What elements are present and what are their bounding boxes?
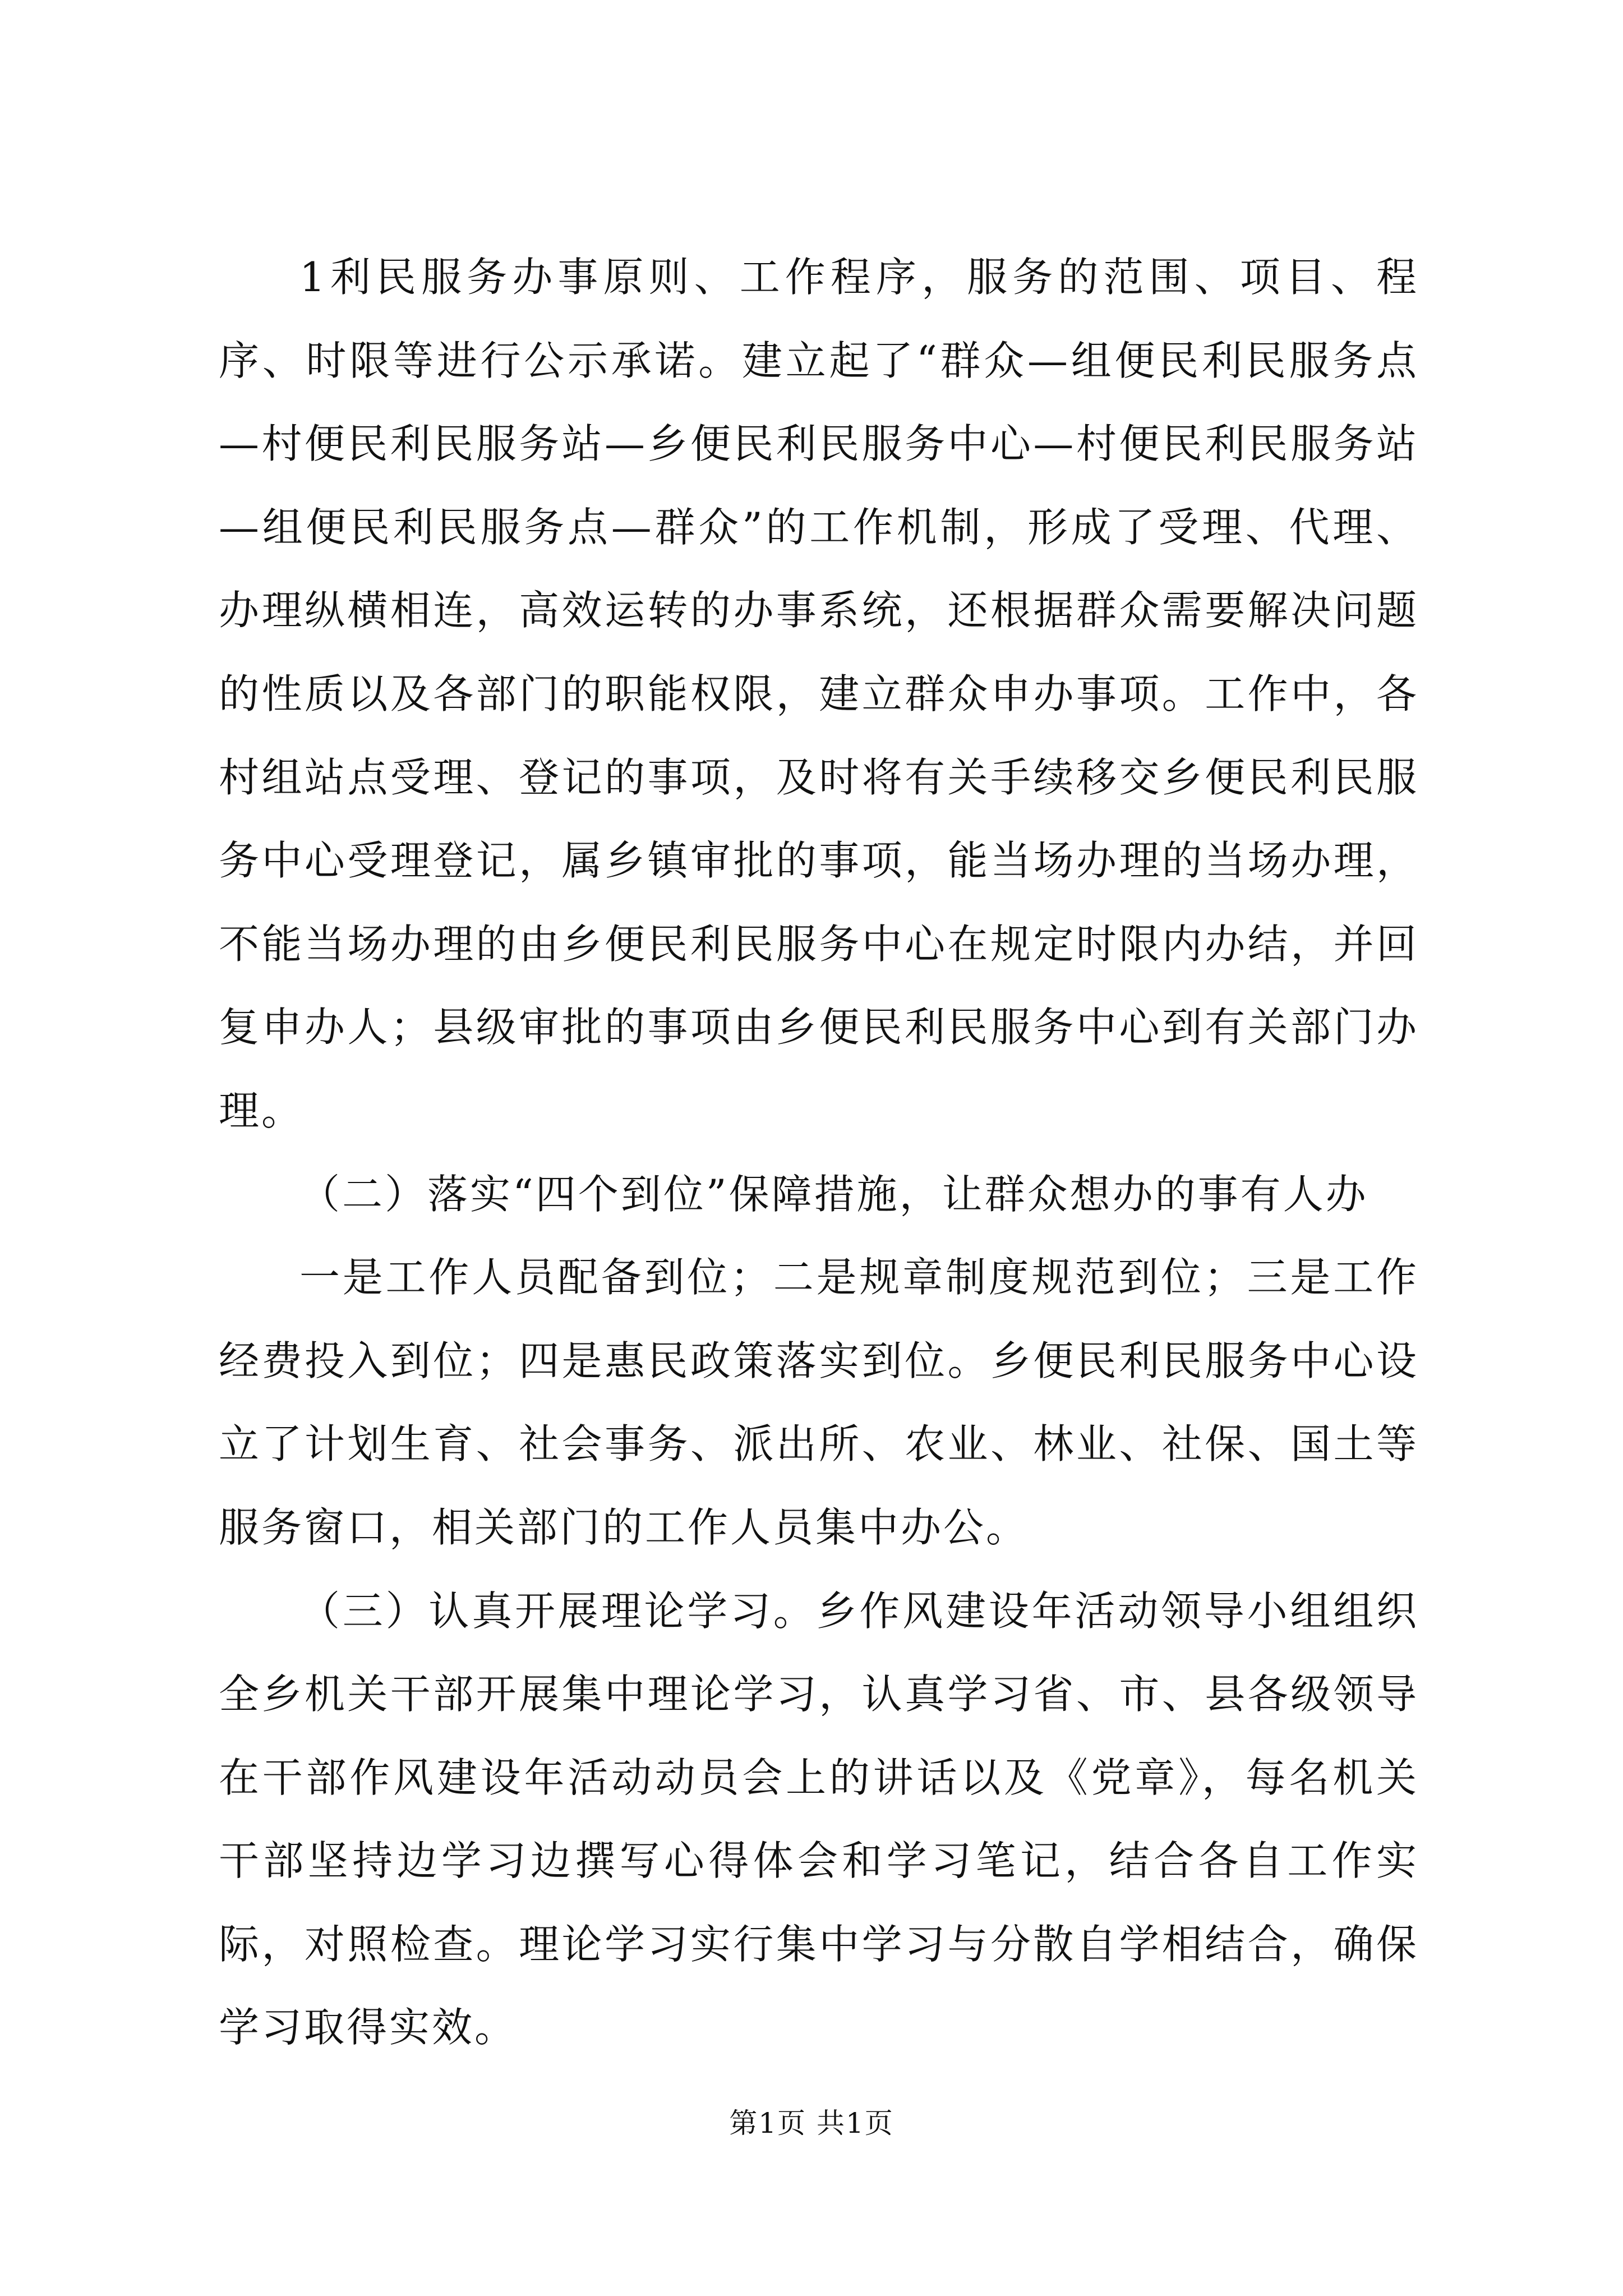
- paragraph-theory-study: （三）认真开展理论学习。乡作风建设年活动领导小组组织全乡机关干部开展集中理论学习，认真学习省、市、县各级领导在干部作风建设年活动动员会上的讲话以及《党章》，每名机关干部坚持边学习边撰写心得体会和学习笔记，结合各自工作实际，对照检查。理论学习实行集中学习与分散自学相结合，确保学习取得实效。: [219, 1587, 1419, 2051]
- document-body: [219, 236, 1419, 2069]
- paragraph-four-in-place-details: 一是工作人员配备到位；二是规章制度规范到位；三是工作经费投入到位；四是惠民政策落实到位。乡便民利民服务中心设立了计划生育、社会事务、派出所、农业、林业、社保、国土等服务窗口，相关部门的工作人员集中办公。: [219, 1254, 1419, 1551]
- page-number-footer: 第1页 共1页: [729, 2107, 894, 2139]
- paragraph-heading-four-in-place: （二）落实“四个到位”保障措施，让群众想办的事有人办: [299, 1170, 1368, 1218]
- paragraph-service-procedures: 1利民服务办事原则、工作程序，服务的范围、项目、程序、时限等进行公示承诺。建立起了“群众—组便民利民服务点—村便民利民服务站—乡便民利民服务中心—村便民利民服务站—组便民利民服务点—群众”的工作机制，形成了受理、代理、办理纵横相连，高效运转的办事系统，还根据群众需要解决问题的性质以及各部门的职能权限，建立群众申办事项。工作中，各村组站点受理、登记的事项，及时将有关手续移交乡便民利民服务中心受理登记，属乡镇审批的事项，能当场办理的当场办理，不能当场办理的由乡便民利民服务中心在规定时限内办结，并回复申办人；县级审批的事项由乡便民利民服务中心到有关部门办理。: [219, 254, 1419, 1134]
